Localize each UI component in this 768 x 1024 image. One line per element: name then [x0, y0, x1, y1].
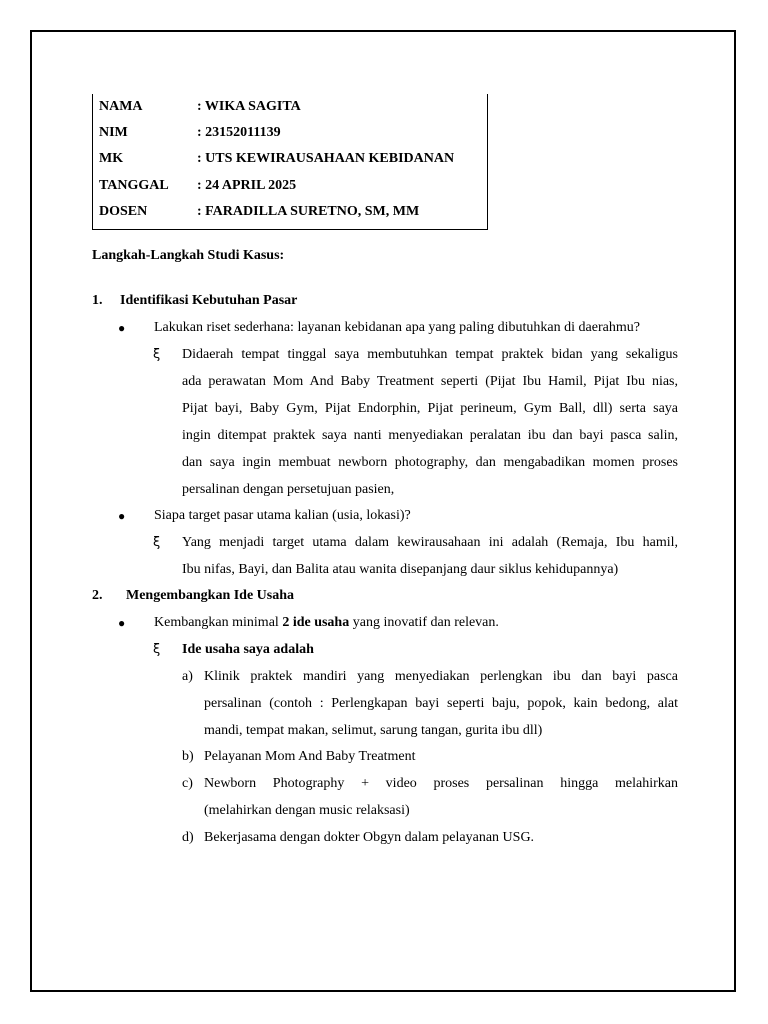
section-2-number: 2. — [92, 588, 103, 603]
sub-bullet-icon: ξ — [153, 642, 161, 657]
info-label: TANGGAL — [99, 178, 169, 193]
answer-1-line: Didaerah tempat tinggal saya membutuhkan tempat praktek bidan yang sekaligus — [182, 347, 678, 362]
info-value: : 23152011139 — [197, 125, 281, 140]
section-1-title: Identifikasi Kebutuhan Pasar — [120, 293, 298, 308]
ideas-subheading: Ide usaha saya adalah — [182, 642, 314, 657]
info-label: DOSEN — [99, 204, 148, 219]
section-1-number: 1. — [92, 293, 103, 308]
idea-a-line: persalinan (contoh : Perlengkapan bayi seperti baju, popok, kain bedong, alat — [204, 696, 678, 711]
section-2-title: Mengembangkan Ide Usaha — [126, 588, 295, 603]
info-label: NIM — [99, 125, 128, 140]
idea-b-line: Pelayanan Mom And Baby Treatment — [204, 749, 416, 764]
case-study-heading: Langkah-Langkah Studi Kasus: — [92, 248, 285, 263]
answer-2-line: Ibu nifas, Bayi, dan Balita atau wanita disepanjang daur siklus kehidupannya) — [182, 562, 619, 577]
info-value: : UTS KEWIRAUSAHAAN KEBIDANAN — [197, 151, 455, 166]
bullet-text-bold: 2 ide usaha — [282, 615, 350, 630]
info-value: : FARADILLA SURETNO, SM, MM — [197, 204, 420, 219]
idea-letter: c) — [182, 776, 193, 791]
answer-1-line: Pijat bayi, Baby Gym, Pijat Endorphin, Pijat perineum, Gym Ball, dll) serta saya — [182, 401, 678, 416]
answer-1-line: persalinan dengan persetujuan pasien, — [182, 482, 395, 497]
answer-1-line: ingin ditempat praktek saya nanti menyediakan peralatan ibu dan bayi pasca salin, — [182, 428, 678, 443]
section-1-bullet-2: Siapa target pasar utama kalian (usia, lokasi)? — [154, 508, 411, 523]
idea-letter: a) — [182, 669, 193, 684]
info-value: : 24 APRIL 2025 — [197, 178, 297, 193]
idea-c-line: (melahirkan dengan music relaksasi) — [204, 803, 410, 818]
idea-d-line: Bekerjasama dengan dokter Obgyn dalam pelayanan USG. — [204, 830, 535, 845]
sub-bullet-icon: ξ — [153, 535, 161, 550]
idea-a-line: mandi, tempat makan, selimut, sarung tangan, gurita ibu dll) — [204, 723, 543, 738]
bullet-icon: ● — [118, 616, 126, 630]
bullet-icon: ● — [118, 509, 126, 523]
idea-a-line: Klinik praktek mandiri yang menyediakan perlengkan ibu dan bayi pasca — [204, 669, 678, 684]
idea-c-line: Newborn Photography + video proses persalinan hingga melahirkan — [204, 776, 678, 791]
bullet-text-pre: Kembangkan minimal — [154, 615, 283, 630]
answer-2-line: Yang menjadi target utama dalam kewirausahaan ini adalah (Remaja, Ibu hamil, — [182, 535, 678, 550]
bullet-icon: ● — [118, 321, 126, 335]
answer-1-line: ada perawatan Mom And Baby Treatment seperti (Pijat Ibu Hamil, Pijat Ibu nias, — [182, 374, 678, 389]
bullet-text-post: yang inovatif dan relevan. — [349, 615, 499, 630]
document-page — [30, 30, 736, 992]
idea-letter: b) — [182, 749, 194, 764]
info-value: : WIKA SAGITA — [197, 99, 301, 114]
info-label: NAMA — [99, 99, 143, 114]
answer-1-line: dan saya ingin membuat newborn photography, dan mengabadikan momen proses — [182, 455, 678, 470]
section-1-bullet-1: Lakukan riset sederhana: layanan kebidanan apa yang paling dibutuhkan di daerahmu? — [154, 320, 640, 335]
sub-bullet-icon: ξ — [153, 347, 161, 362]
info-label: MK — [99, 151, 124, 166]
idea-letter: d) — [182, 830, 194, 845]
section-2-bullet — [154, 614, 499, 632]
student-info-box — [92, 94, 488, 230]
